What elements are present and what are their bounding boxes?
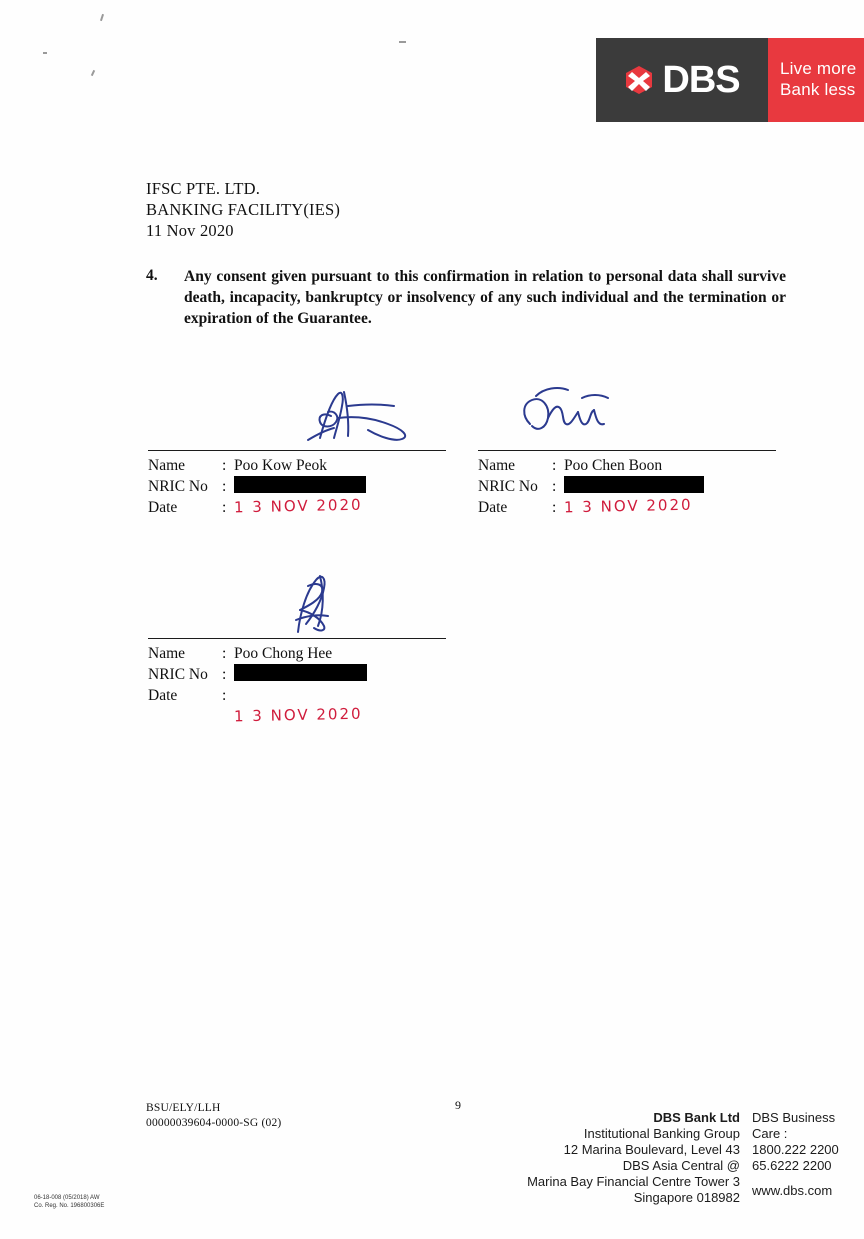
header-company: IFSC PTE. LTD. xyxy=(146,179,261,198)
footer-reference-line1: BSU/ELY/LLH xyxy=(146,1102,221,1114)
form-code-line1: 06-18-008 (05/2018) AW xyxy=(34,1195,100,1201)
nric-colon: : xyxy=(552,478,557,495)
date-row xyxy=(478,497,778,518)
name-value: Poo Chong Hee xyxy=(234,645,333,662)
name-colon: : xyxy=(222,645,227,662)
clause-4 xyxy=(146,266,786,329)
signature-fields xyxy=(148,643,448,727)
bank-address-line5: Singapore 018982 xyxy=(633,1190,740,1205)
nric-redaction-bar xyxy=(564,476,704,493)
dbs-tagline xyxy=(768,38,864,122)
footer-website[interactable]: www.dbs.com xyxy=(752,1183,833,1198)
date-colon: : xyxy=(222,687,227,704)
footer-business-care xyxy=(752,1110,862,1174)
business-care-phone-1: 1800.222 2200 xyxy=(752,1142,839,1157)
scan-artifact xyxy=(43,52,47,54)
nric-row xyxy=(148,664,448,685)
name-colon: : xyxy=(552,457,557,474)
name-label: Name xyxy=(148,457,186,474)
nric-label: NRIC No xyxy=(148,666,208,683)
header-subject: BANKING FACILITY(IES) xyxy=(146,200,341,219)
signature-scribble xyxy=(478,378,778,450)
dbs-logo xyxy=(596,38,768,122)
form-code-line2: Co. Reg. No. 196800306E xyxy=(34,1203,105,1209)
nric-row xyxy=(148,476,448,497)
scan-artifact xyxy=(399,41,406,43)
date-colon: : xyxy=(552,499,557,516)
signature-line xyxy=(148,450,446,451)
footer-bank-address xyxy=(470,1110,740,1206)
bank-address-line2: 12 Marina Boulevard, Level 43 xyxy=(563,1142,740,1157)
dbs-tagline-line2: Bank less xyxy=(780,80,856,99)
footer-form-code xyxy=(34,1194,104,1210)
name-label: Name xyxy=(148,645,186,662)
date-row xyxy=(148,685,448,706)
date-label: Date xyxy=(148,499,178,516)
signature-line xyxy=(148,638,446,639)
date-label: Date xyxy=(148,687,178,704)
document-header xyxy=(146,178,340,241)
name-row xyxy=(148,455,448,476)
dbs-banner xyxy=(596,38,864,122)
signature-block-2 xyxy=(478,378,778,518)
business-care-title: DBS Business Care : xyxy=(752,1110,836,1141)
nric-colon: : xyxy=(222,478,227,495)
name-label: Name xyxy=(478,457,516,474)
date-label: Date xyxy=(478,499,508,516)
footer-reference xyxy=(146,1101,281,1131)
date-stamp: 1 3 NOV 2020 xyxy=(233,704,363,726)
signature-line xyxy=(478,450,776,451)
name-row xyxy=(148,643,448,664)
scan-artifact xyxy=(91,70,95,76)
page-number: 9 xyxy=(455,1098,461,1112)
date-stamp: 1 3 NOV 2020 xyxy=(563,495,693,517)
nric-label: NRIC No xyxy=(478,478,538,495)
nric-label: NRIC No xyxy=(148,478,208,495)
name-colon: : xyxy=(222,457,227,474)
date-stamp: 1 3 NOV 2020 xyxy=(233,495,363,517)
signature-scribble xyxy=(148,566,448,638)
business-care-phone-2: 65.6222 2200 xyxy=(752,1158,832,1173)
clause-number: 4. xyxy=(146,267,158,284)
footer-reference-line2: 00000039604-0000-SG (02) xyxy=(146,1117,282,1129)
date-stamp-row xyxy=(148,706,448,727)
name-value: Poo Chen Boon xyxy=(564,457,663,474)
dbs-wordmark: DBS xyxy=(662,58,740,101)
dbs-tagline-line1: Live more xyxy=(780,59,857,78)
scan-artifact xyxy=(100,14,104,21)
nric-colon: : xyxy=(222,666,227,683)
name-value: Poo Kow Peok xyxy=(234,457,328,474)
nric-row xyxy=(478,476,778,497)
header-date: 11 Nov 2020 xyxy=(146,221,234,240)
clause-text: Any consent given pursuant to this confirmation in relation to personal data shall survive death, incapacity, bankruptcy or insolvency of any such individual and the termination or expiration of the Guarantee. xyxy=(184,268,786,327)
bank-address-line4: Marina Bay Financial Centre Tower 3 xyxy=(527,1174,740,1189)
nric-redaction-bar xyxy=(234,476,366,493)
date-colon: : xyxy=(222,499,227,516)
signature-block-1 xyxy=(148,378,448,518)
bank-address-line1: Institutional Banking Group xyxy=(583,1126,740,1141)
signature-fields xyxy=(148,455,448,518)
dbs-hexagon-icon xyxy=(624,65,654,95)
signature-block-3 xyxy=(148,566,448,727)
name-row xyxy=(478,455,778,476)
signature-fields xyxy=(478,455,778,518)
date-row xyxy=(148,497,448,518)
bank-address-line3: DBS Asia Central @ xyxy=(622,1158,740,1173)
signature-scribble xyxy=(148,378,448,450)
bank-name: DBS Bank Ltd xyxy=(653,1110,740,1125)
nric-redaction-bar xyxy=(234,664,367,681)
